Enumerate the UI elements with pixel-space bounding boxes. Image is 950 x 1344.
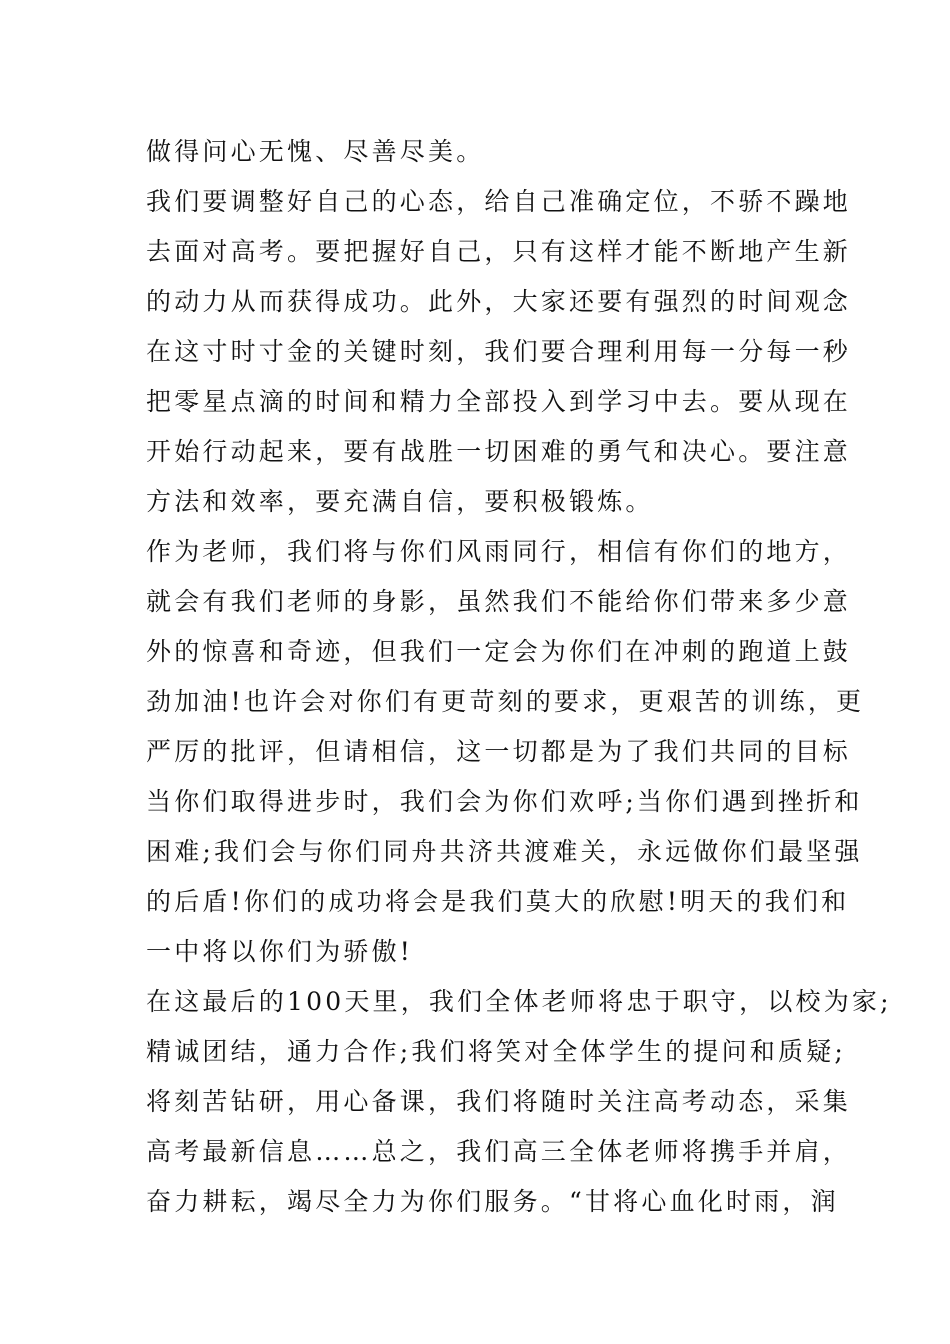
text-line: 当你们取得进步时，我们会为你们欢呼;当你们遇到挫折和: [146, 787, 863, 816]
text-line: 将刻苦钻研，用心备课，我们将随时关注高考动态，采集: [146, 1087, 852, 1116]
text-line: 作为老师，我们将与你们风雨同行，相信有你们的地方，: [146, 537, 852, 566]
text-line: 一中将以你们为骄傲!: [146, 937, 414, 966]
text-line: 的后盾!你们的成功将会是我们莫大的欣慰!明天的我们和: [146, 887, 850, 916]
text-line: 就会有我们老师的身影，虽然我们不能给你们带来多少意: [146, 587, 852, 616]
text-line: 严厉的批评，但请相信，这一切都是为了我们共同的目标: [146, 737, 852, 766]
text-line: 奋力耕耘，竭尽全力为你们服务。“甘将心血化时雨，润: [146, 1187, 839, 1216]
text-line: 在这寸时寸金的关键时刻，我们要合理利用每一分每一秒: [146, 337, 852, 366]
text-line: 去面对高考。要把握好自己，只有这样才能不断地产生新: [146, 237, 852, 266]
text-line: 劲加油!也许会对你们有更苛刻的要求，更艰苦的训练，更: [146, 687, 865, 716]
text-line: 做得问心无愧、尽善尽美。: [146, 137, 485, 166]
text-line: 在这最后的100天里，我们全体老师将忠于职守，以校为家;: [146, 987, 892, 1016]
text-line: 我们要调整好自己的心态，给自己准确定位，不骄不躁地: [146, 187, 852, 216]
text-line: 困难;我们会与你们同舟共济共渡难关，永远做你们最坚强: [146, 837, 863, 866]
text-line: 精诚团结，通力合作;我们将笑对全体学生的提问和质疑;: [146, 1037, 847, 1066]
text-line: 的动力从而获得成功。此外，大家还要有强烈的时间观念: [146, 287, 852, 316]
text-line: 方法和效率，要充满自信，要积极锻炼。: [146, 487, 654, 516]
text-line: 外的惊喜和奇迹，但我们一定会为你们在冲刺的跑道上鼓: [146, 637, 852, 666]
text-line: 高考最新信息……总之，我们高三全体老师将携手并肩，: [146, 1137, 852, 1166]
text-line: 把零星点滴的时间和精力全部投入到学习中去。要从现在: [146, 387, 852, 416]
text-line: 开始行动起来，要有战胜一切困难的勇气和决心。要注意: [146, 437, 852, 466]
